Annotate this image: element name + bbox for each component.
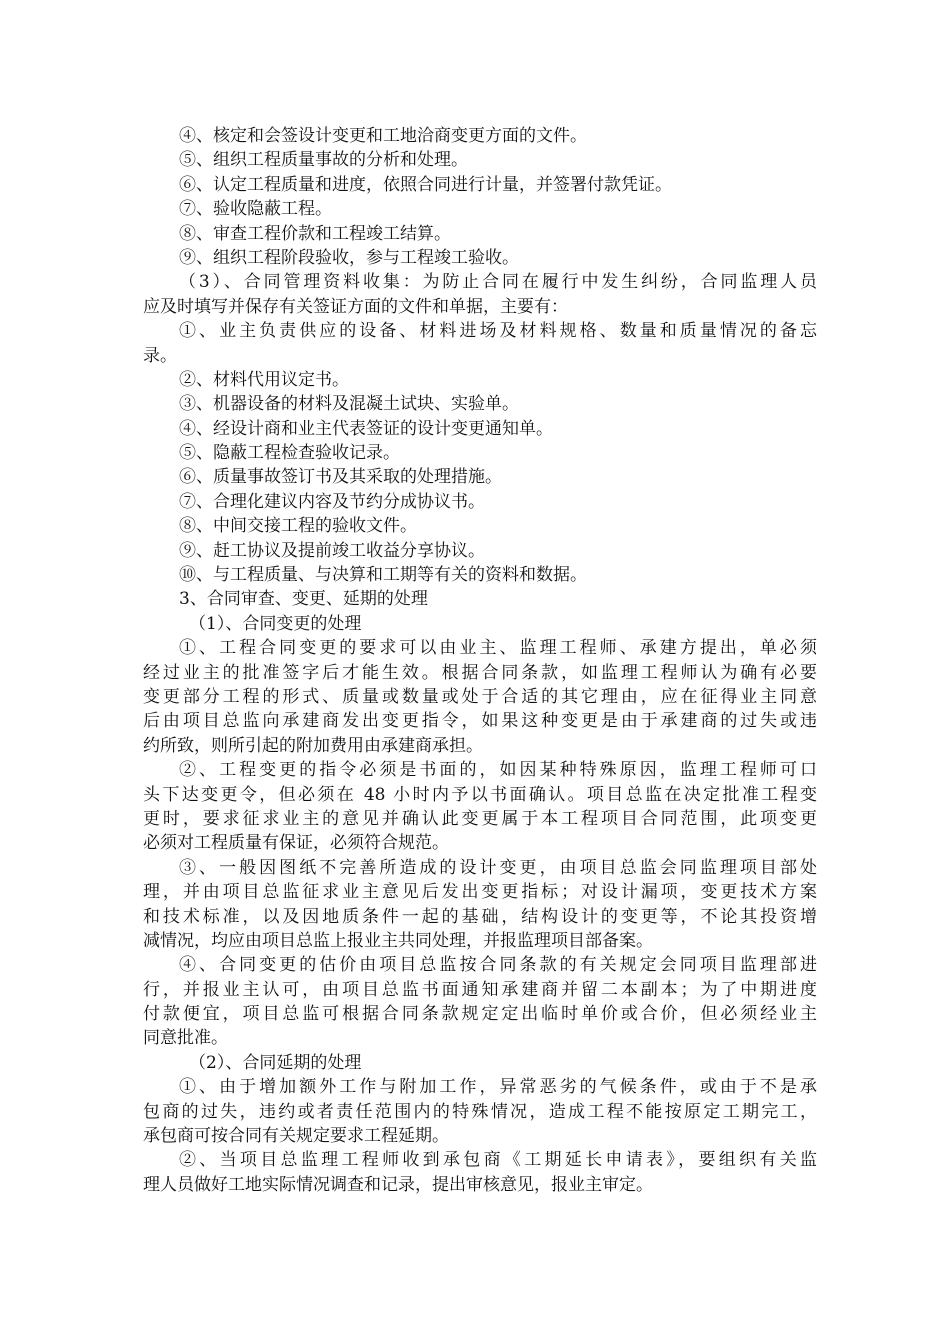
list-item: ①、业主负责供应的设备、材料进场及材料规格、数量和质量情况的备忘 — [179, 321, 817, 342]
paragraph-line: 后由项目总监向承建商发出变更指令，如果这种变更是由于承建商的过失或违 — [143, 711, 817, 732]
list-item: ②、材料代用议定书。 — [179, 369, 349, 390]
list-item: ⑤、隐蔽工程检查验收记录。 — [179, 443, 400, 464]
paragraph-line: 头下达变更令，但必须在 48 小时内予以书面确认。项目总监在决定批准工程变 — [143, 784, 817, 805]
paragraph-line: 约所致，则所引起的附加费用由承建商承担。 — [143, 735, 483, 756]
document-body — [143, 124, 817, 1197]
paragraph-line: 和技术标准，以及因地质条件一起的基础，结构设计的变更等，不论其投资增 — [143, 906, 817, 927]
subsection-heading: （1）、合同变更的处理 — [189, 613, 362, 634]
paragraph-line: ④、合同变更的估价由项目总监按合同条款的有关规定会同项目监理部进 — [179, 955, 817, 976]
paragraph-line: 理，并由项目总监征求业主意见后发出变更指标；对设计漏项，变更技术方案 — [143, 882, 817, 903]
paragraph-line: 付款便宜，项目总监可根据合同条款规定定出临时单价或合价，但必须经业主 — [143, 1004, 817, 1025]
list-item: ⑤、组织工程质量事故的分析和处理。 — [179, 150, 468, 171]
paragraph-line: 经过业主的批准签字后才能生效。根据合同条款，如监理工程师认为确有必要 — [143, 662, 817, 683]
list-item: ⑨、组织工程阶段验收，参与工程竣工验收。 — [179, 247, 519, 268]
list-item: ④、经设计商和业主代表签证的设计变更通知单。 — [179, 418, 553, 439]
paragraph-line: 同意批准。 — [143, 1028, 228, 1049]
paragraph-line: 承包商可按合同有关规定要求工程延期。 — [143, 1126, 449, 1147]
paragraph-line: ②、当项目总监理工程师收到承包商《工期延长申请表》，要组织有关监 — [179, 1150, 817, 1171]
paragraph-line: 理人员做好工地实际情况调查和记录，提出审核意见，报业主审定。 — [143, 1174, 653, 1195]
list-item: ⑦、合理化建议内容及节约分成协议书。 — [179, 491, 485, 512]
paragraph-line: 变更部分工程的形式、质量或数量或处于合适的其它理由，应在征得业主同意 — [143, 686, 817, 707]
paragraph-line: ③、一般因图纸不完善所造成的设计变更，由项目总监会同监理项目部处 — [179, 857, 817, 878]
list-item: ⑥、质量事故签订书及其采取的处理措施。 — [179, 467, 502, 488]
list-item: ③、机器设备的材料及混凝土试块、实验单。 — [179, 394, 519, 415]
paragraph-line: ①、工程合同变更的要求可以由业主、监理工程师、承建方提出，单必须 — [179, 638, 817, 659]
list-item: ④、核定和会签设计变更和工地洽商变更方面的文件。 — [179, 126, 587, 146]
list-item: ⑦、验收隐蔽工程。 — [179, 199, 332, 220]
list-item: ⑨、赶工协议及提前竣工收益分享协议。 — [179, 540, 485, 561]
paragraph-line: 行，并报业主认可，由项目总监书面通知承建商并留二本副本；为了中期进度 — [143, 979, 817, 1000]
paragraph-line: ①、由于增加额外工作与附加工作，异常恶劣的气候条件，或由于不是承 — [179, 1077, 817, 1098]
list-item: ⑥、认定工程质量和进度，依照合同进行计量，并签署付款凭证。 — [179, 174, 672, 195]
paragraph-line: 必须对工程质量有保证，必须符合规范。 — [143, 833, 449, 854]
section-heading: 3、合同审查、变更、延期的处理 — [179, 589, 428, 610]
section-heading: （3）、合同管理资料收集：为防止合同在履行中发生纠纷，合同监理人员 — [179, 272, 817, 293]
list-item: ⑧、审查工程价款和工程竣工结算。 — [179, 223, 451, 244]
paragraph-line: 减情况，均应由项目总监上报业主共同处理，并报监理项目部备案。 — [143, 930, 653, 951]
paragraph-line: 包商的过失，违约或者责任范围内的特殊情况，造成工程不能按原定工期完工， — [143, 1101, 817, 1122]
paragraph-line: 应及时填写并保存有关签证方面的文件和单据，主要有： — [143, 296, 568, 317]
subsection-heading: （2）、合同延期的处理 — [189, 1052, 362, 1073]
list-item: ⑧、中间交接工程的验收文件。 — [179, 516, 417, 537]
list-item: ⑩、与工程质量、与决算和工期等有关的资料和数据。 — [179, 565, 587, 586]
paragraph-line: ②、工程变更的指令必须是书面的，如因某种特殊原因，监理工程师可口 — [179, 760, 817, 781]
paragraph-line: 更时，要求征求业主的意见并确认此变更属于本工程项目合同范围，此项变更 — [143, 808, 817, 829]
paragraph-line: 录。 — [143, 345, 177, 366]
